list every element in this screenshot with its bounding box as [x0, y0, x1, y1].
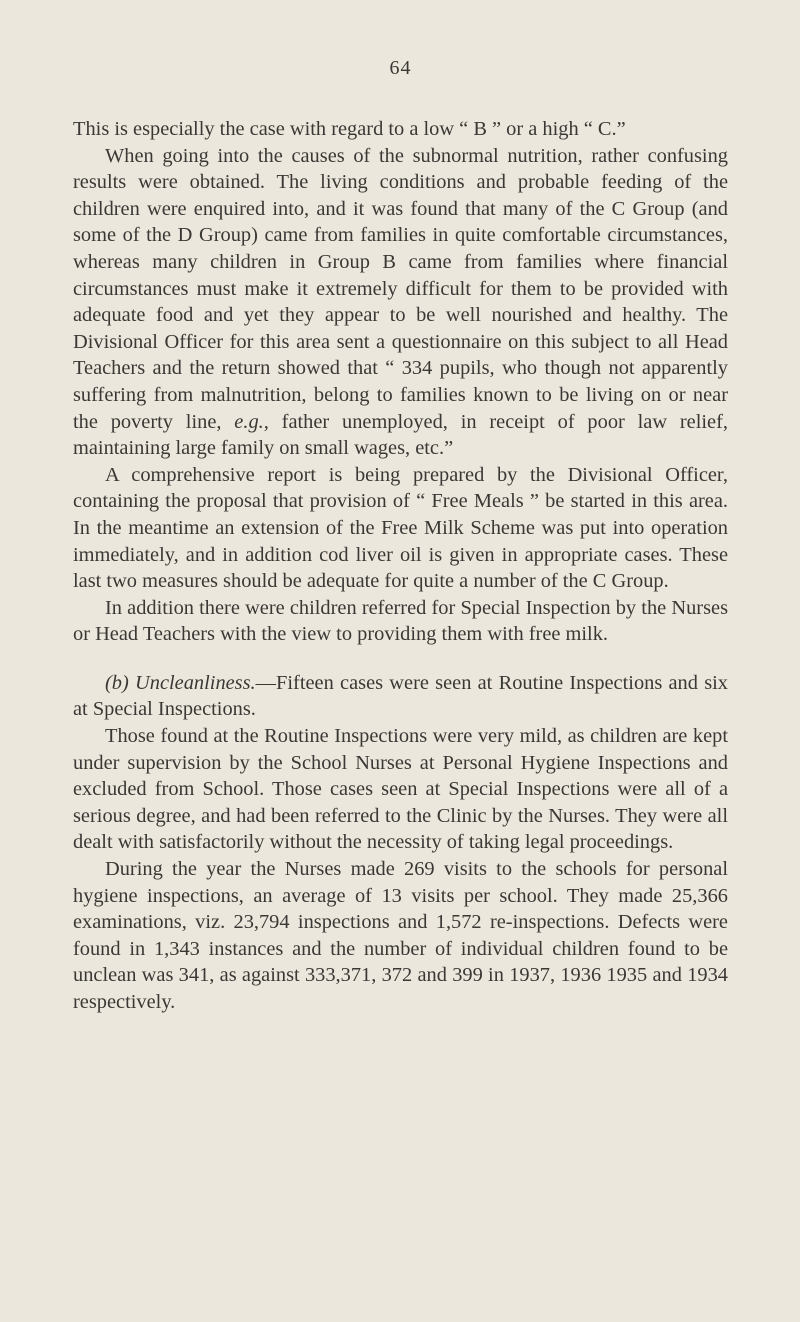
paragraph-4: In addition there were children referred for Special Inspection by the Nurses or Head Teachers with the view to providing them with free milk. [73, 596, 728, 646]
paragraph-1: This is especially the case with regard to a low “ B ” or a high “ C.” [73, 118, 626, 140]
paragraph-6: Those found at the Routine Inspections were very mild, as children are kept under supervision by the School Nurses at Personal Hygiene Inspections and excluded from School. Those cases seen at Special Inspections were all of a serious degree, and had been referred to the Clinic by the Nurses. They were all dealt with satisfactorily without the necessity of taking legal proceedings. [73, 725, 728, 854]
paragraph-2 [73, 143, 728, 462]
paragraph-uncleanliness [73, 670, 728, 723]
paragraph-2-eg: e.g., [234, 410, 269, 433]
paragraph-7: During the year the Nurses made 269 visits to the schools for personal hygiene inspections, an average of 13 visits per school. They made 25,366 examinations, viz. 23,794 inspections and 1,572 re-inspections. Defects were found in 1,343 instances and the number of individual children found to be unclean was 341, as against 333,371, 372 and 399 in 1937, 1936 1935 and 1934 respectively. [73, 858, 728, 1013]
paragraph-2-text: When going into the causes of the subnormal nutrition, rather confusing results were obtained. The living conditions and probable feeding of the children were enquired into, and it was found that many of the C Group (and some of the D Group) came from families in quite comfortable circumstances, whereas many children in Group B came from families where financial circumstances must make it extremely difficult for them to be provided with adequate food and yet they appear to be well nourished and healthy. The Divisional Officer for this area sent a questionnaire on this subject to all Head Teachers and the return showed that “ 334 pupils, who though not apparently suffering from malnutrition, belong to families known to be living on or near the poverty line, [73, 144, 728, 433]
paragraph-5-text: —Fifteen cases were seen at Routine Inspections and six at Special Inspections. [73, 671, 728, 721]
page-number: 64 [389, 57, 412, 79]
paragraph-3: A comprehensive report is being prepared by the Divisional Officer, containing the proposal that provision of “ Free Meals ” be started in this area. In the meantime an extension of the Free Milk Scheme was put into operation immediately, and in addition cod liver oil is given in appropriate cases. These last two measures should be adequate for quite a number of the C Group. [73, 463, 728, 593]
section-heading: Uncleanliness. [135, 671, 256, 694]
paragraph-2-end: father unemployed, in receipt of poor law relief, maintaining large family on small wages, etc.” [73, 410, 728, 460]
section-label: (b) [105, 671, 129, 694]
